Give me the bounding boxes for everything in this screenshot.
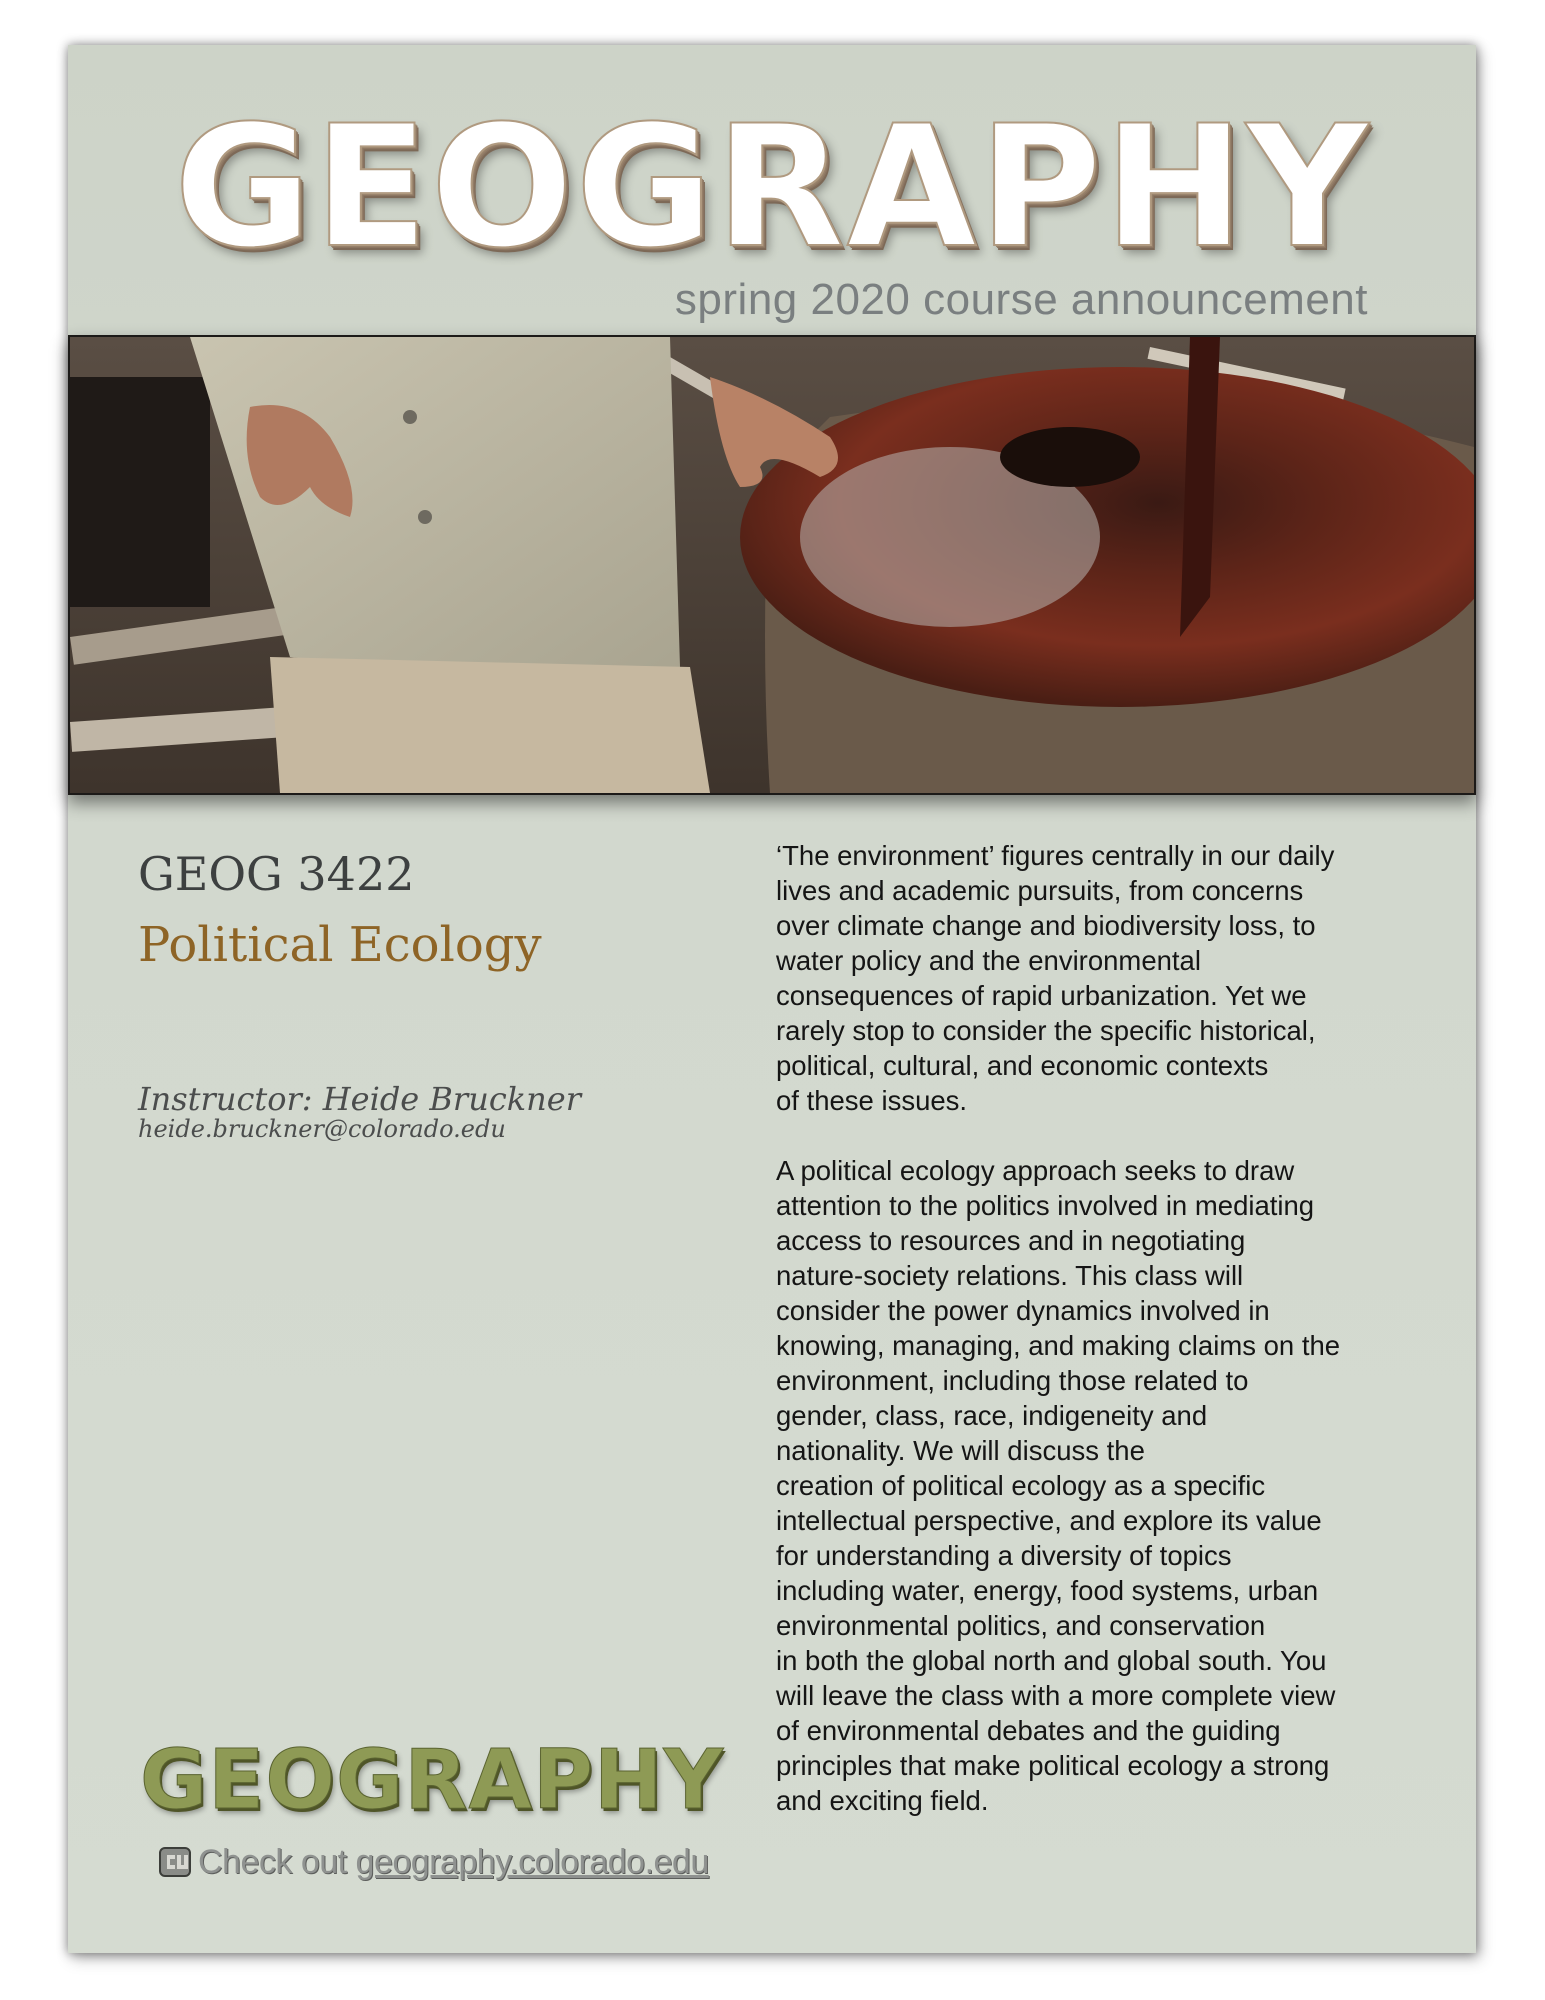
website-link[interactable]: [198, 1843, 709, 1882]
course-title: Political Ecology: [138, 917, 542, 973]
instructor-email[interactable]: heide.bruckner@colorado.edu: [138, 1115, 506, 1143]
cu-logo-icon: [158, 1845, 192, 1879]
banner-photo: [68, 335, 1476, 795]
website-link-prefix: Check out: [198, 1843, 356, 1881]
geography-logo: GEOGRAPHY: [140, 1733, 725, 1828]
header-subtitle: spring 2020 course announcement: [674, 275, 1368, 324]
course-code: GEOG 3422: [138, 847, 415, 901]
website-url[interactable]: geography.colorado.edu: [355, 1843, 709, 1881]
header-title: GEOGRAPHY: [173, 89, 1371, 285]
course-description: [776, 838, 1426, 1853]
description-paragraph-2: A political ecology approach seeks to draw attention to the politics involved in mediating access to resources and in negotiating nature-society relations. This class will consider the power dynamics involved in knowing, managing, and making claims on the environment, including those related to gender, class, race, indigeneity and nationality. We will discuss the creation of political ecology as a specific intellectual perspective, and explore its value for understanding a diversity of topics including water, energy, food systems, urban environmental politics, and conservation in both the global north and global south. You will leave the class with a more complete view of environmental debates and the guiding principles that make political ecology a strong and exciting field.: [776, 1155, 1341, 1816]
description-paragraph-1: ‘The environment’ figures centrally in our daily lives and academic pursuits, from concerns over climate change and biodiversity loss, to water policy and the environmental consequences of rapid urbanization. Yet we rarely stop to consider the specific historical, political, cultural, and economic contexts of these issues.: [776, 840, 1335, 1116]
flyer-page: [68, 45, 1476, 1953]
instructor-name: Instructor: Heide Bruckner: [138, 1080, 581, 1118]
